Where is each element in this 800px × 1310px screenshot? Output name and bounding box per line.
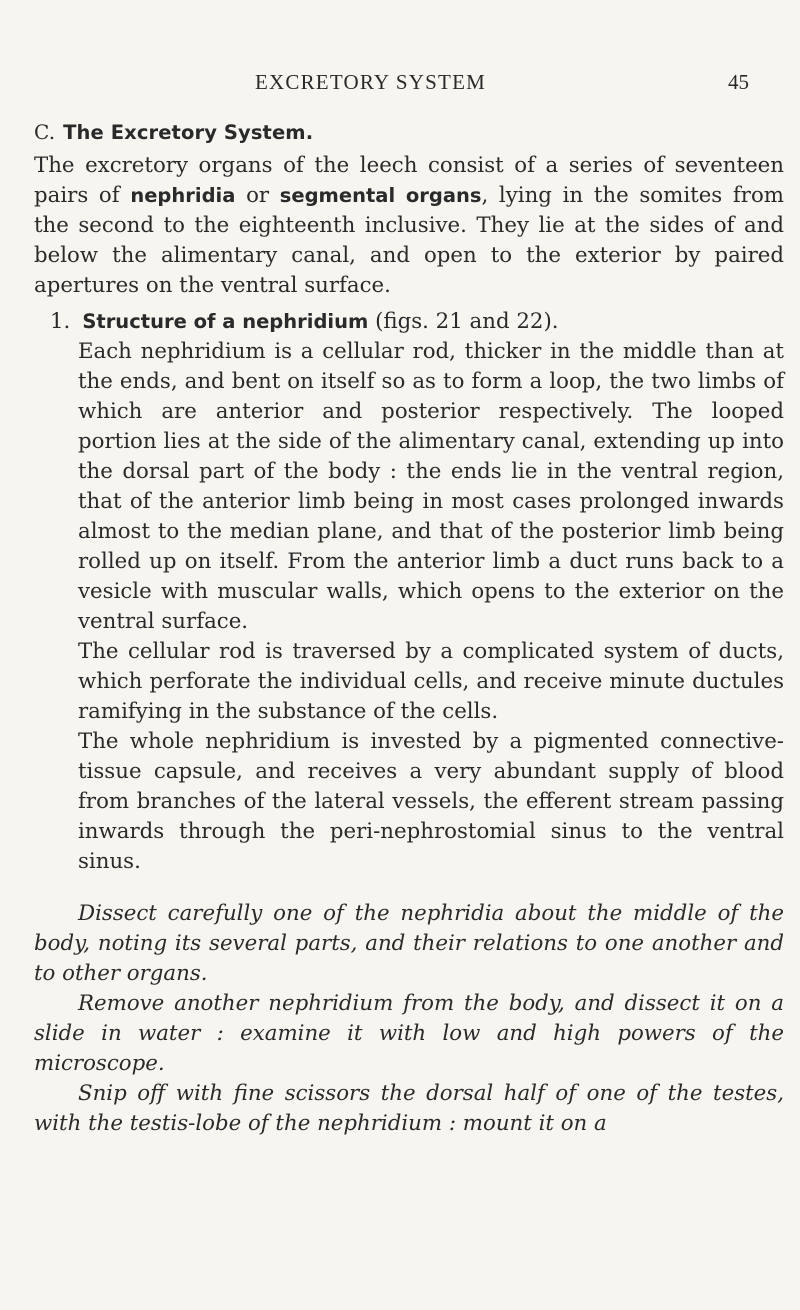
term-segmental-organs: segmental organs [279, 184, 482, 207]
page-body [34, 117, 784, 1139]
subsection-heading [34, 307, 784, 337]
subsection-number: 1. [50, 309, 71, 334]
subsection-title: Structure of a nephridium [82, 310, 369, 333]
subsection-body [34, 337, 784, 877]
subsection-structure [34, 307, 784, 877]
structure-paragraph-2: The cellular rod is traversed by a complicated system of ducts, which perforate the individual cells, and receive minute ductules ramifying in the substance of the cells. [78, 639, 784, 724]
section-heading [34, 117, 784, 148]
running-head [0, 70, 800, 104]
structure-paragraph-3: The whole nephridium is invested by a pigmented connective-tissue capsule, and receives a very abundant supply of blood from branches of the lateral vessels, the efferent stream passing inwards through the peri-nephrostomial sinus to the ventral sinus. [78, 729, 784, 874]
intro-text-3: , lying in the somites from the second to the eighteenth inclusive. They lie at the sides of and below the alimentary canal, and open to the exterior by paired apertures on the ventral surface. [34, 183, 784, 298]
intro-paragraph [34, 151, 784, 301]
page-number: 45 [728, 70, 749, 94]
practical-instructions [34, 899, 784, 1139]
subsection-title-suffix: (figs. 21 and 22). [368, 309, 559, 334]
running-title: EXCRETORY SYSTEM [255, 70, 486, 94]
structure-paragraph-1: Each nephridium is a cellular rod, thicker in the middle than at the ends, and bent on itself so as to form a loop, the two limbs of which are anterior and posterior respectively. The looped portion lies at the side of the alimentary canal, extending up into the dorsal part of the body : the ends lie in the ventral region, that of the anterior limb being in most cases prolonged inwards almost to the median plane, and that of the posterior limb being rolled up on itself. From the anterior limb a duct runs back to a vesicle with muscular walls, which opens to the exterior on the ventral surface. [78, 339, 784, 634]
instruction-paragraph-2: Remove another nephridium from the body, and dissect it on a slide in water : examine it with low and high powers of the microscope. [34, 991, 784, 1076]
instruction-paragraph-3: Snip off with fine scissors the dorsal half of one of the testes, with the testis-lobe of the nephridium : mount it on a [34, 1081, 784, 1136]
intro-text-2: or [235, 183, 280, 208]
term-nephridia: nephridia [130, 184, 236, 207]
instruction-paragraph-1: Dissect carefully one of the nephridia about the middle of the body, noting its several parts, and their relations to one another and to other organs. [34, 901, 784, 986]
section-letter: C. [34, 120, 56, 144]
intro-text-1: The excretory organs of the leech consist of a series of seventeen pairs of [34, 153, 784, 208]
section-title: The Excretory System. [63, 121, 314, 144]
